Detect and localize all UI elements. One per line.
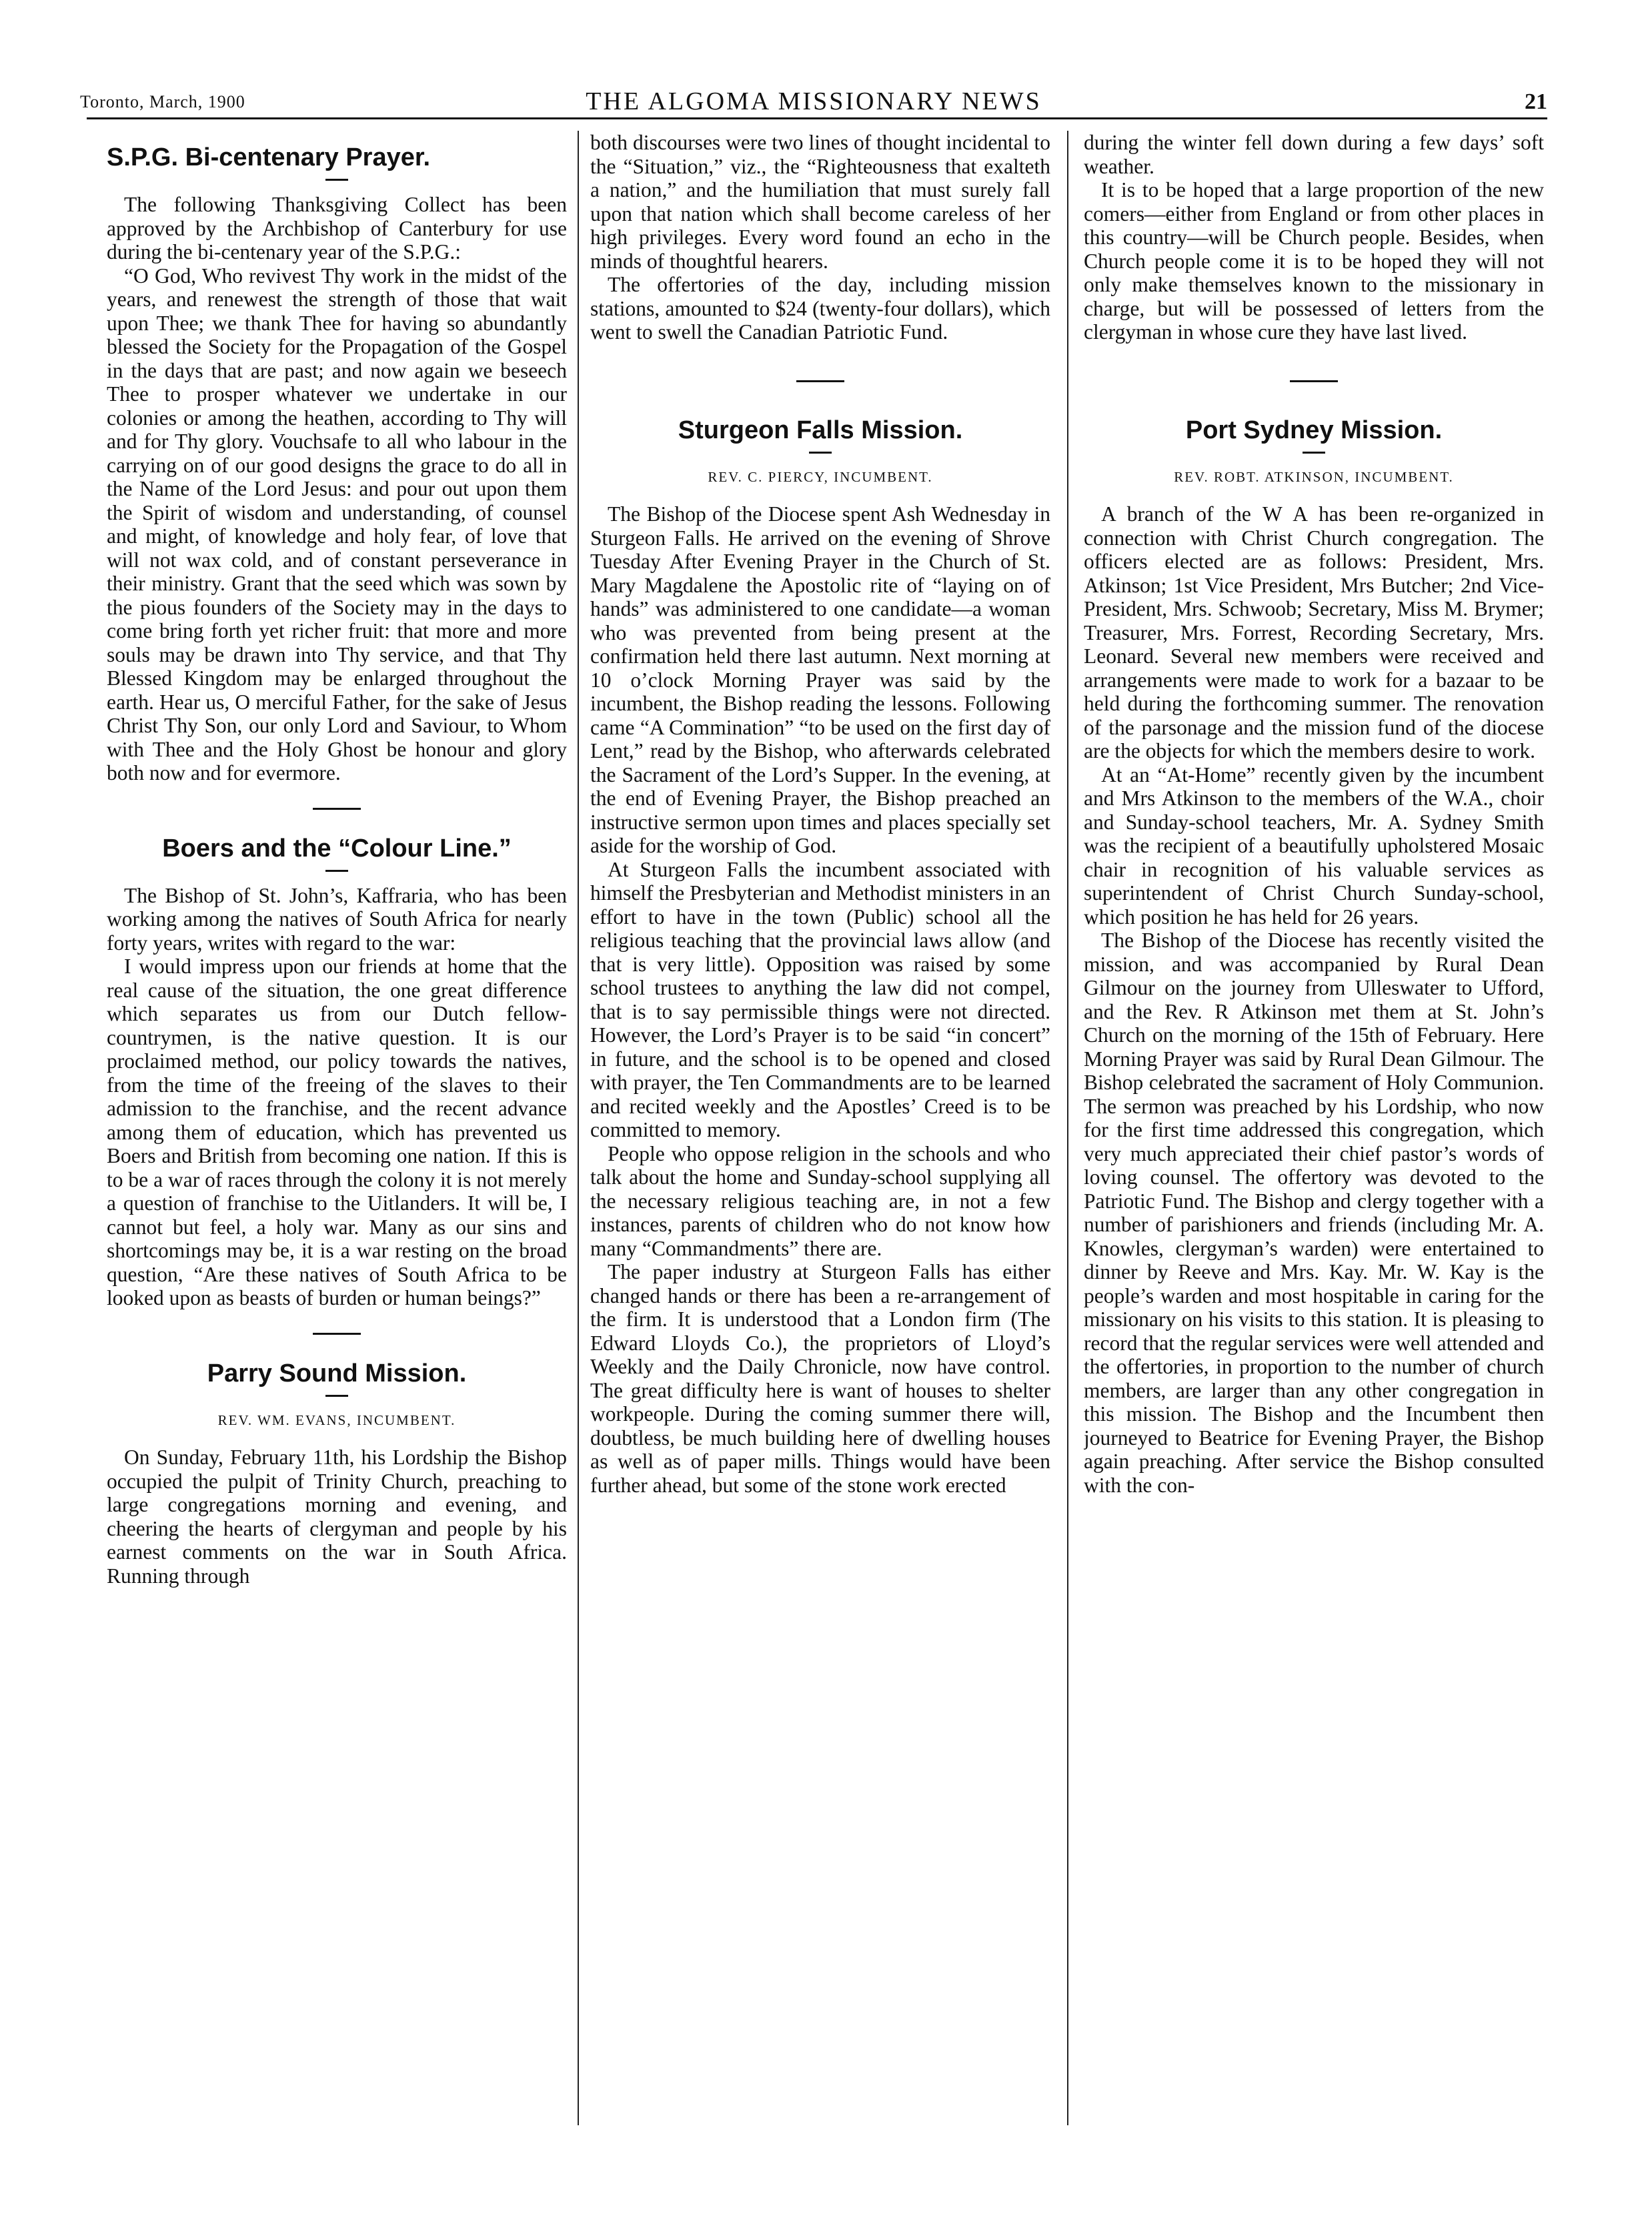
- article-heading-sturgeon: Sturgeon Falls Mission.: [678, 416, 963, 444]
- article-heading-spg: S.P.G. Bi-centenary Prayer.: [107, 143, 431, 171]
- article-paragraph: On Sunday, February 11th, his Lordship the Bishop occupied the pulpit of Trinity Church, preaching to large congregations morning and evening, and cheering the hearts of clergyman and people by his earnest comments on the war in South Africa. Running through: [107, 1446, 567, 1588]
- article-heading-boers: Boers and the “Colour Line.”: [162, 834, 512, 863]
- masthead-rule: [87, 117, 1547, 119]
- column-1: [107, 131, 567, 2152]
- column-3: [1084, 131, 1544, 2152]
- heading-dash: [809, 452, 832, 454]
- article-paragraph: At Sturgeon Falls the incumbent associated with himself the Presbyterian and Methodist ministers in an effort to have in the town (Public) school all the religious teaching that the provincial laws allow (and that is very little). Opposition was raised by some school trustees to anything the law did not compel, that is to say permissible things were not directed. However, the Lord’s Prayer is to be said “in concert” in future, and the school is to be opened and closed with prayer, the Ten Commandments are to be learned and recited weekly and the Apostles’ Creed is to be committed to memory.: [590, 857, 1050, 1141]
- heading-dash: [325, 870, 348, 872]
- article-paragraph: The Bishop of the Diocese has recently visited the mission, and was accompanied by Rural Dean Gilmour on the journey from Ulleswater to Ufford, and the Rev. R Atkinson met them at St. John’s Church on the morning of the 15th of February. Here Morning Prayer was said by Rural Dean Gilmour. The Bishop celebrated the sacrament of Holy Communion. The sermon was preached by his Lordship, who now for the first time addressed this congregation, which very much appreciated their chief pastor’s words of loving counsel. The offertory was devoted to the Patriotic Fund. The Bishop and clergy together with a number of parishioners and friends (including Mr. A. Knowles, clergyman’s warden) were entertained to dinner by Reeve and Mrs. Kay. Mr. W. Kay is the people’s warden and most hospitable in caring for the missionary on his visits to this station. It is pleasing to record that the regular services were well attended and the offertories, in proportion to the number of church members, are larger than any other congregation in this mission. The Bishop and the Incumbent then journeyed to Beatrice for Evening Prayer, the Bishop again preaching. After service the Bishop consulted with the con-: [1084, 929, 1544, 1497]
- section-separator: [313, 1333, 361, 1335]
- section-separator: [313, 808, 361, 810]
- section-separator: [796, 380, 844, 382]
- article-paragraph: both discourses were two lines of thought incidental to the “Situation,” viz., the “Righteousness that exalteth a nation,” and the humiliation that must surely fall upon that nation which shall become careless of her high privileges. Every word found an echo in the minds of thoughtful hearers.: [590, 131, 1050, 273]
- column-divider: [578, 131, 579, 2125]
- article-paragraph: I would impress upon our friends at home that the real cause of the situation, the one great difference which separates us from our Dutch fellow-countrymen, is the native question. It is our proclaimed method, our policy towards the natives, from the time of the freeing of the slaves to their admission to the franchise, and the recent advance among them of education, which has prevented us Boers and British from becoming one nation. If this is to be a war of races through the colony it is not merely a question of franchise to the Uitlanders. It will be, I cannot but feel, a holy war. Many as our sins and shortcomings may be, it is a war resting on the broad question, “Are these natives of South Africa to be looked upon as beasts of burden or human beings?”: [107, 955, 567, 1309]
- article-paragraph: The following Thanksgiving Collect has been approved by the Archbishop of Canterbury for use during the bi-centenary year of the S.P.G.:: [107, 193, 567, 263]
- article-paragraph: A branch of the W A has been re-organized in connection with Christ Church congregation. The officers elected are as follows: President, Mrs. Atkinson; 1st Vice President, Mrs Butcher; 2nd Vice-President, Mrs. Schwoob; Secretary, Miss M. Brymer; Treasurer, Mrs. Forrest, Recording Secretary, Mrs. Leonard. Several new members were received and arrangements were made to work for a bazaar to be held during the forthcoming summer. The renovation of the parsonage and the mission fund of the diocese are the objects for which the members desire to work.: [1084, 502, 1544, 762]
- column-2: [590, 131, 1050, 2152]
- article-paragraph: The paper industry at Sturgeon Falls has either changed hands or there has been a re-arrangement of the firm. It is understood that a London firm (The Edward Lloyds Co.), the proprietors of Lloyd’s Weekly and the Daily Chronicle, now have control. The great difficulty here is want of houses to shelter workpeople. During the coming summer there will, doubtless, be much building here of dwelling houses as well as of paper mills. Things would have been further ahead, but some of the stone work erected: [590, 1260, 1050, 1497]
- byline: REV. ROBT. ATKINSON, INCUMBENT.: [1174, 468, 1454, 485]
- masthead: [80, 79, 1547, 119]
- heading-dash: [325, 179, 348, 181]
- article-heading-port-sydney: Port Sydney Mission.: [1185, 416, 1443, 444]
- publication-title: THE ALGOMA MISSIONARY NEWS: [586, 87, 1042, 115]
- section-separator: [1290, 380, 1338, 382]
- article-paragraph: It is to be hoped that a large proportion of the new comers—either from England or from other places in this country—will be Church people. Besides, when Church people come it is to be hoped they will not only make themselves known to the missionary in charge, but will be possessed of letters from the clergyman in whose cure they have last lived.: [1084, 178, 1544, 344]
- article-paragraph: “O God, Who revivest Thy work in the midst of the years, and renewest the strength of those that wait upon Thee; we thank Thee for having so abundantly blessed the Society for the Propagation of the Gospel in the days that are past; and now again we beseech Thee to prosper whatever we undertake in our colonies or among the heathen, according to Thy will and for Thy glory. Vouchsafe to all who labour in the carrying on of our good designs the grace to do all in the Name of the Lord Jesus: and pour out upon them the Spirit of wisdom and understanding, of counsel and might, of knowledge and holy fear, of love that will not wax cold, and of constant perseverance in their ministry. Grant that the seed which was sown by the pious founders of the Society may in the days to come bring forth yet richer fruit: that more and more souls may be drawn into Thy service, and that Thy Blessed Kingdom may be enlarged throughout the earth. Hear us, O merciful Father, for the sake of Jesus Christ Thy Son, our only Lord and Saviour, to Whom with Thee and the Holy Ghost be honour and glory both now and for evermore.: [107, 263, 567, 784]
- page-number: 21: [1525, 89, 1547, 114]
- byline: REV. C. PIERCY, INCUMBENT.: [708, 468, 933, 485]
- heading-dash: [1303, 452, 1325, 454]
- issue-date: Toronto, March, 1900: [80, 92, 245, 111]
- article-paragraph: The Bishop of St. John’s, Kaffraria, who has been working among the natives of South Africa for nearly forty years, writes with regard to the war:: [107, 883, 567, 955]
- article-paragraph: People who oppose religion in the schools and who talk about the home and Sunday-school supplying all the necessary religious teaching are, in not a few instances, parents of children who do not know how many “Commandments” there are.: [590, 1141, 1050, 1260]
- article-paragraph: At an “At-Home” recently given by the incumbent and Mrs Atkinson to the members of the W.A., choir and Sunday-school teachers, Mr. A. Sydney Smith was the recipient of a beautifully upholstered Mosaic chair in recognition of his valuable services as superintendent of Christ Church Sunday-school, which position he has held for 26 years.: [1084, 762, 1544, 929]
- column-divider: [1067, 131, 1068, 2125]
- article-heading-parry: Parry Sound Mission.: [207, 1359, 467, 1387]
- heading-dash: [325, 1395, 348, 1397]
- article-paragraph: The Bishop of the Diocese spent Ash Wednesday in Sturgeon Falls. He arrived on the evening of Shrove Tuesday After Evening Prayer in the Church of St. Mary Magdalene the Apostolic rite of “laying on of hands” was administered to one candidate—a woman who was prevented from being present at the confirmation held there last autumn. Next morning at 10 o’clock Morning Prayer was said by the incumbent, the Bishop reading the lessons. Following came “A Commination” “to be used on the first day of Lent,” read by the Bishop, who afterwards celebrated the Sacrament of the Lord’s Supper. In the evening, at the end of Evening Prayer, the Bishop preached an instructive sermon upon times and places specially set aside for the worship of God.: [590, 502, 1050, 857]
- byline: REV. WM. EVANS, INCUMBENT.: [217, 1412, 456, 1428]
- article-paragraph: during the winter fell down during a few days’ soft weather.: [1084, 131, 1544, 178]
- article-paragraph: The offertories of the day, including mission stations, amounted to $24 (twenty-four dollars), which went to swell the Canadian Patriotic Fund.: [590, 273, 1050, 344]
